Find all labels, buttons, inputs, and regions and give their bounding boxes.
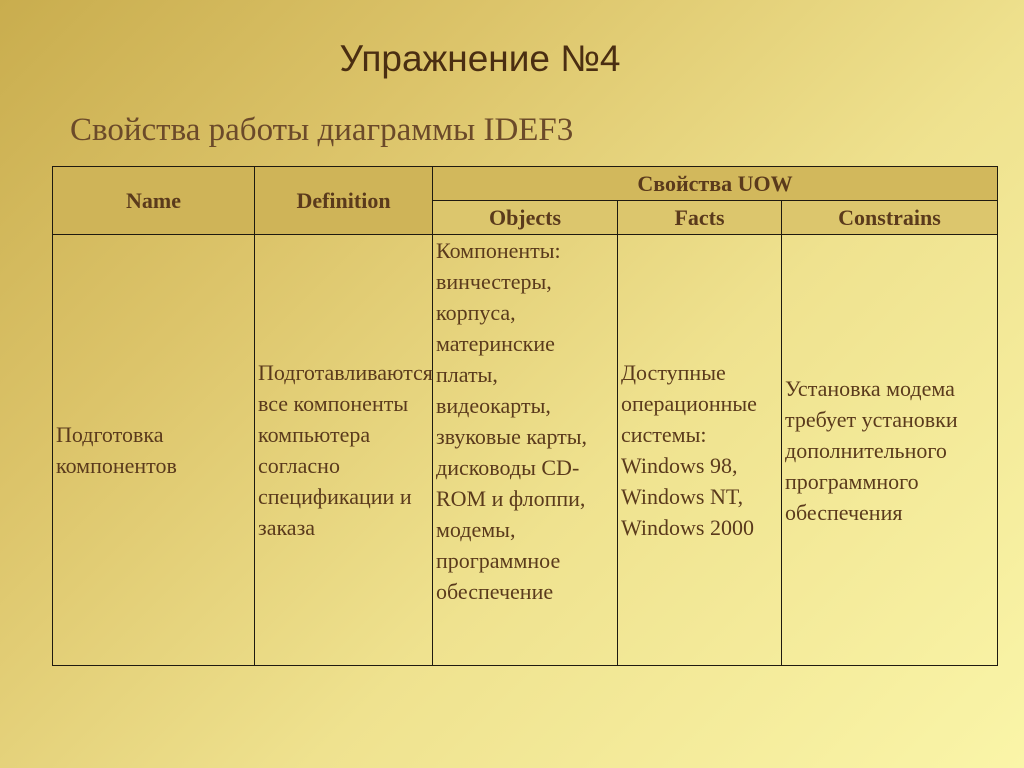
slide-subtitle: Свойства работы диаграммы IDEF3 <box>70 112 574 148</box>
header-name: Name <box>53 167 255 235</box>
cell-objects: Компоненты: винчестеры, корпуса, материнские платы, видеокарты, звуковые карты, дисководы CD-ROM и флоппи, модемы, программное обеспечение <box>433 235 618 666</box>
slide-title: Упражнение №4 <box>339 38 621 79</box>
cell-facts: Доступные операционные системы: Windows 98, Windows NT, Windows 2000 <box>618 235 782 666</box>
header-definition: Definition <box>255 167 433 235</box>
cell-name: Подготовка компонентов <box>53 235 255 666</box>
uow-properties-table <box>52 166 998 666</box>
header-constrains: Constrains <box>782 201 998 235</box>
table-row <box>53 235 998 666</box>
header-objects: Objects <box>433 201 618 235</box>
header-facts: Facts <box>618 201 782 235</box>
cell-constrains: Установка модема требует установки дополнительного программного обеспечения <box>782 235 998 666</box>
header-uow-properties: Свойства UOW <box>433 167 998 201</box>
cell-definition: Подготавливаются все компоненты компьютера согласно спецификации и заказа <box>255 235 433 666</box>
